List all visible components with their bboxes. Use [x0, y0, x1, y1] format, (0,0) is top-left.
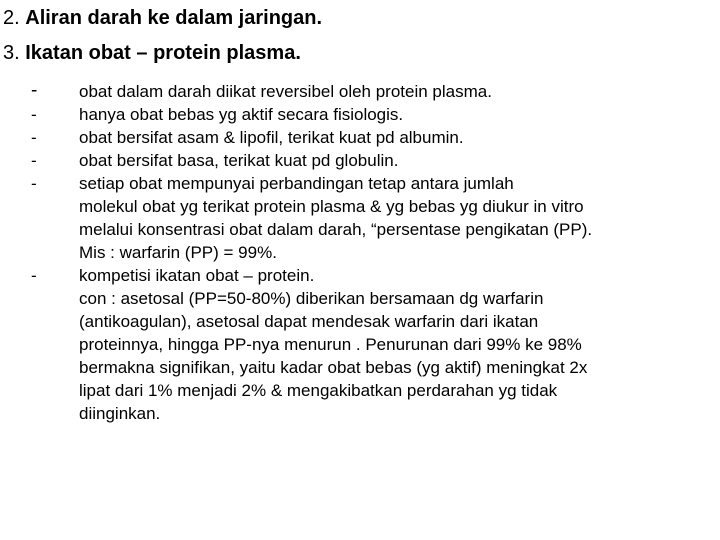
- bullet-line: melalui konsentrasi obat dalam darah, “persentase pengikatan (PP).: [79, 220, 593, 239]
- continuation-line: bermakna signifikan, yaitu kadar obat bebas (yg aktif) meningkat 2x: [79, 358, 588, 377]
- bullet-item: [0, 172, 720, 264]
- bullet-dash: -: [31, 105, 37, 124]
- continuation-line: lipat dari 1% menjadi 2% & mengakibatkan perdarahan yg tidak: [79, 381, 558, 400]
- bullet-text: [79, 80, 704, 103]
- bullet-line: molekul obat yg terikat protein plasma & yg bebas yg diukur in vitro: [79, 197, 584, 216]
- continuation-line: con : asetosal (PP=50-80%) diberikan bersamaan dg warfarin: [79, 289, 544, 308]
- bullet-line: obat bersifat basa, terikat kuat pd globulin.: [79, 151, 399, 170]
- bullet-dash: -: [31, 266, 37, 285]
- bullet-line: hanya obat bebas yg aktif secara fisiologis.: [79, 105, 404, 124]
- bullet-dash: -: [31, 174, 37, 193]
- bullet-dash: -: [31, 80, 38, 101]
- bullet-item: [0, 149, 720, 172]
- heading-text: Ikatan obat – protein plasma.: [25, 42, 301, 64]
- continuation-line: diinginkan.: [79, 404, 161, 423]
- bullet-dash: -: [31, 128, 37, 147]
- continuation-line: (antikoagulan), asetosal dapat mendesak warfarin dari ikatan: [79, 312, 539, 331]
- bullet-item: [0, 80, 720, 103]
- heading-number: 3.: [3, 42, 20, 64]
- bullet-line: kompetisi ikatan obat – protein.: [79, 266, 315, 285]
- heading-number: 2.: [3, 7, 20, 29]
- bullet-line: setiap obat mempunyai perbandingan tetap antara jumlah: [79, 174, 514, 193]
- bullet-text: [79, 264, 704, 287]
- bullet-line: Mis : warfarin (PP) = 99%.: [79, 243, 277, 262]
- bullet-list: [0, 80, 720, 425]
- bullet-text: [79, 172, 704, 264]
- bullet-text: [79, 126, 704, 149]
- bullet-text: [79, 149, 704, 172]
- bullet-text: [79, 103, 704, 126]
- continuation-line: proteinnya, hingga PP-nya menurun . Penurunan dari 99% ke 98%: [79, 335, 582, 354]
- bullet-item: [0, 103, 720, 126]
- bullet-line: obat bersifat asam & lipofil, terikat kuat pd albumin.: [79, 128, 464, 147]
- bullet-item: [0, 126, 720, 149]
- bullet-item: [0, 264, 720, 287]
- bullet-dash: -: [31, 151, 37, 170]
- continuation-text: [79, 287, 704, 425]
- bullet-line: obat dalam darah diikat reversibel oleh protein plasma.: [79, 82, 492, 101]
- heading-text: Aliran darah ke dalam jaringan.: [25, 7, 323, 29]
- heading-item-2: [3, 5, 322, 31]
- continuation-paragraph: [0, 287, 720, 425]
- heading-item-3: [3, 40, 301, 66]
